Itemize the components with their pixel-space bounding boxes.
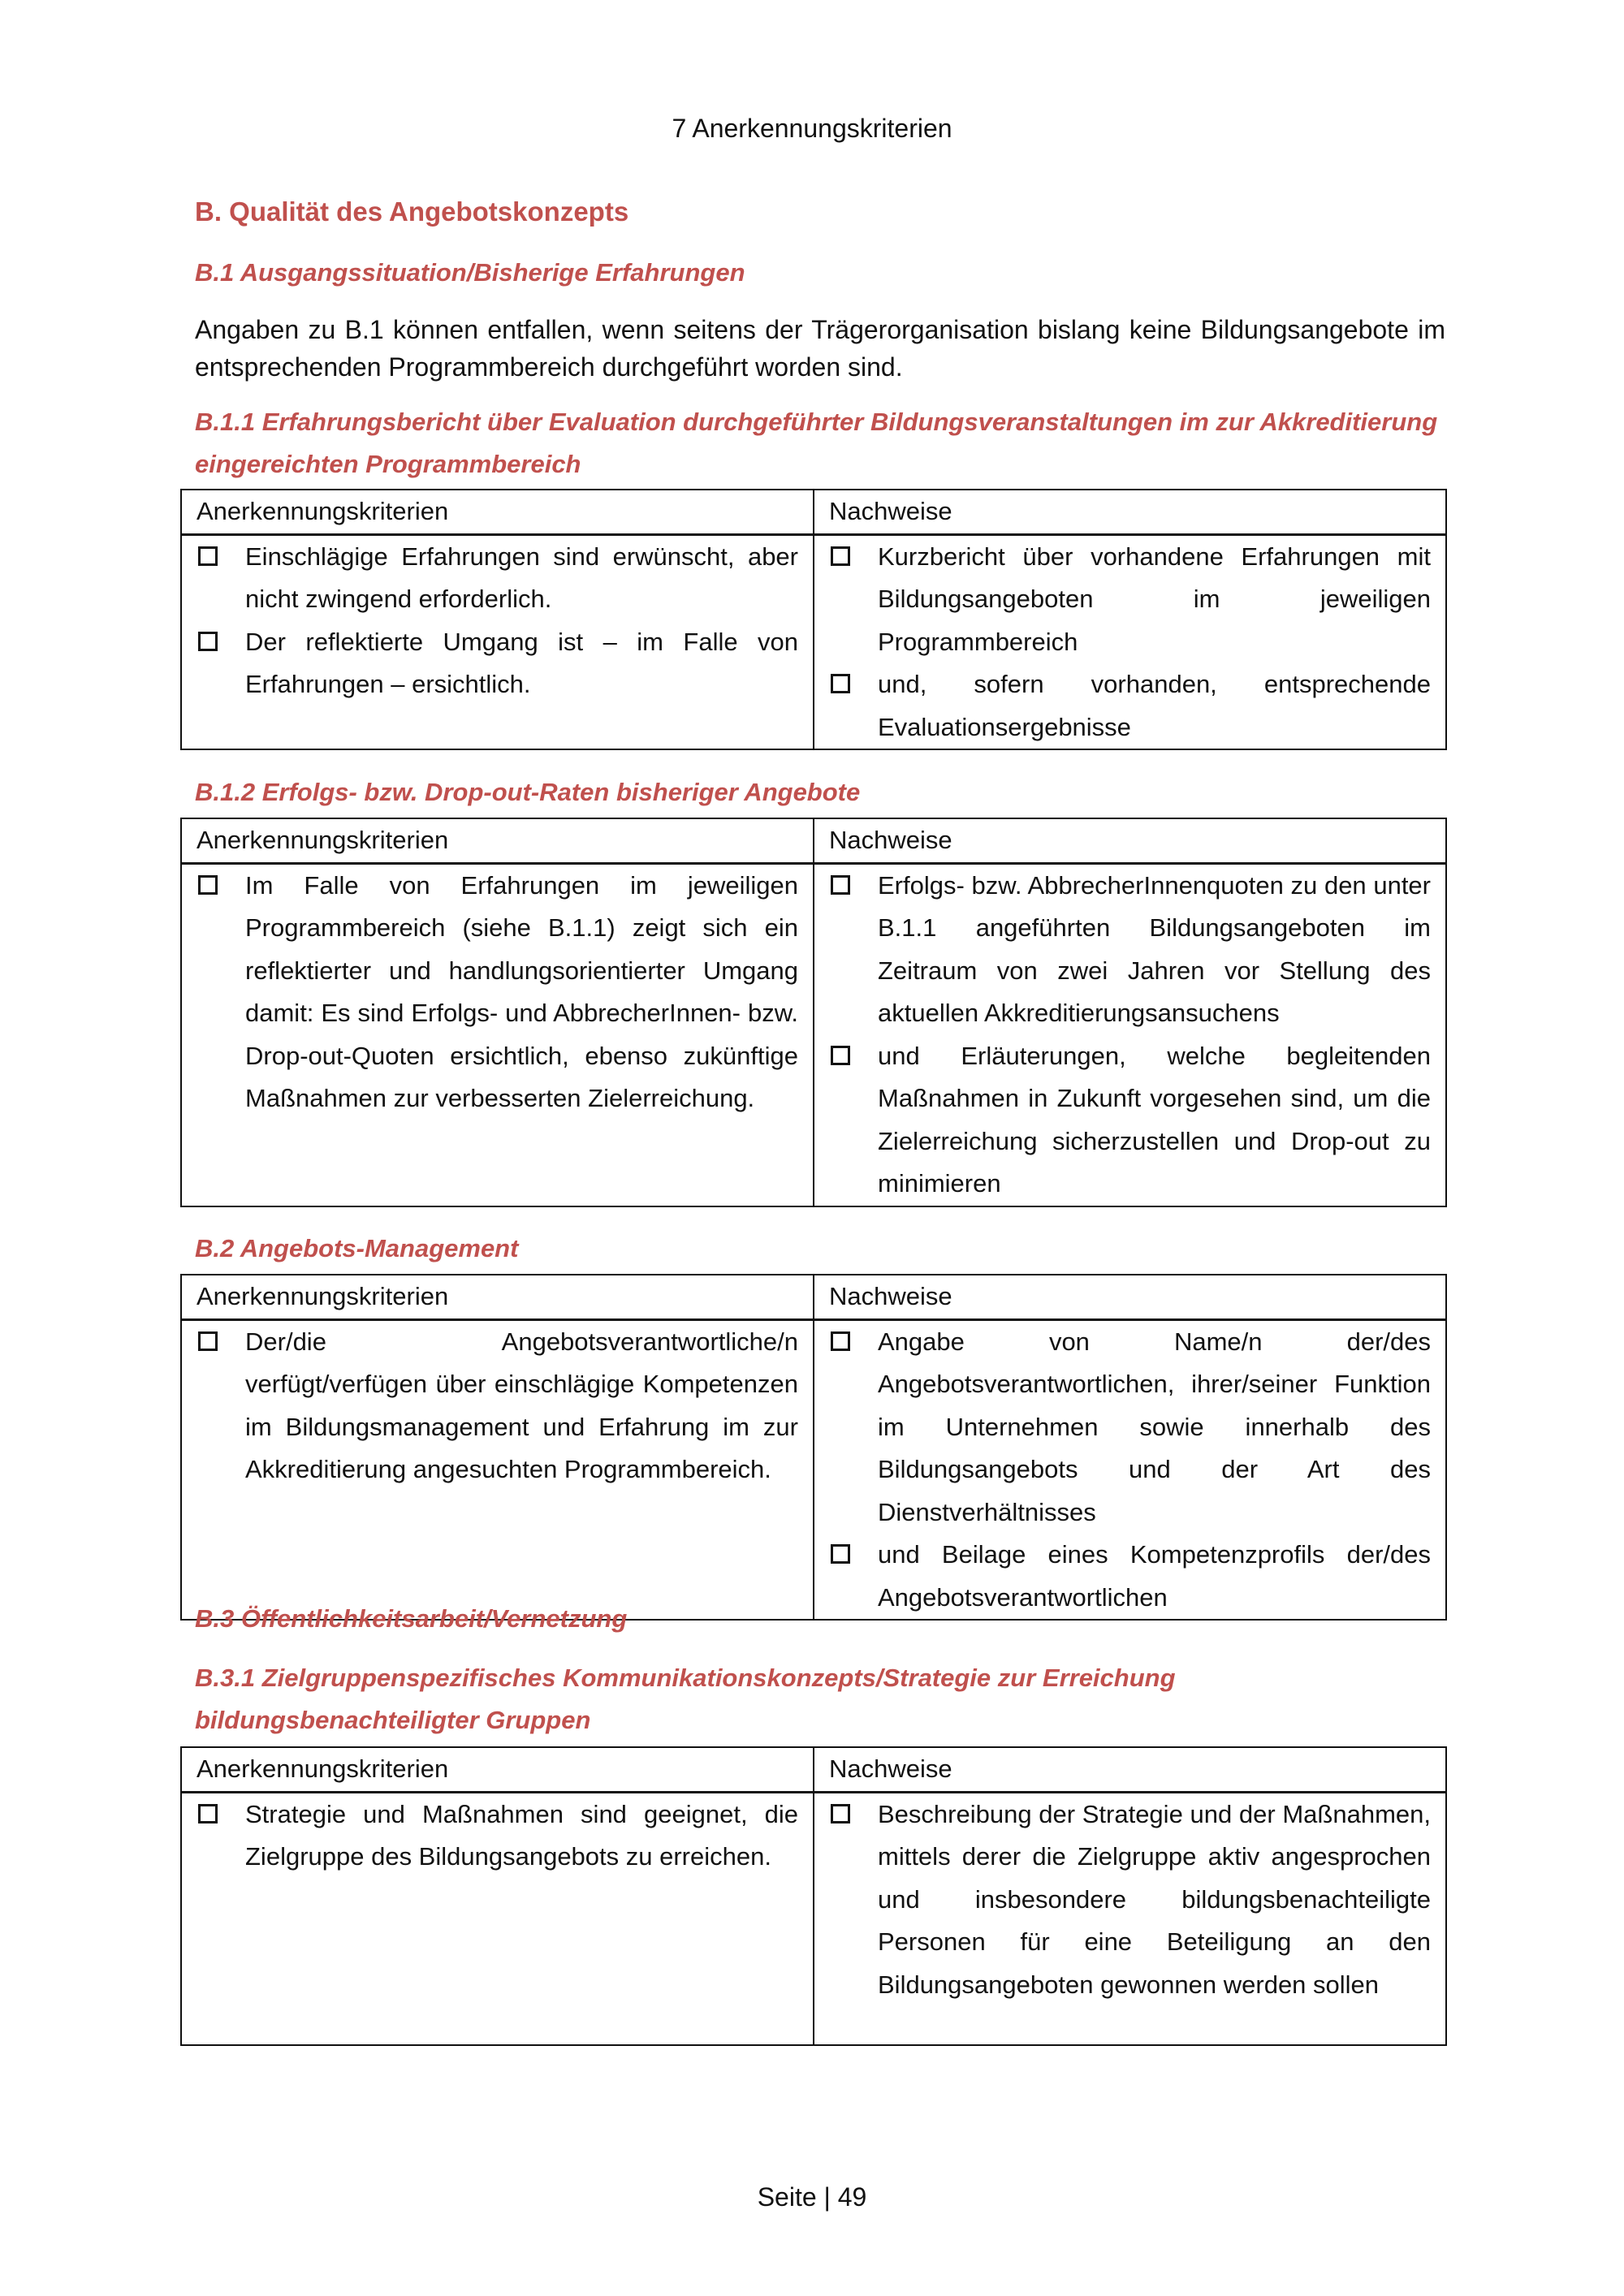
checklist-item [829, 865, 1431, 1035]
table-row [181, 534, 1446, 749]
criteria-header: Anerkennungskriterien [181, 1275, 814, 1319]
table-row [181, 863, 1446, 1206]
evidence-cell [814, 1319, 1446, 1620]
checkbox-icon [198, 632, 218, 651]
checkbox-icon [831, 1331, 850, 1351]
checklist-text: Erfolgs- bzw. AbbrecherInnenquoten zu den unter B.1.1 angeführten Bildungsangeboten im Zeitraum von zwei Jahren vor Stellung des aktuellen Akkreditierungsansuchens [878, 870, 1431, 1027]
table-b12 [180, 818, 1447, 1207]
criteria-cell [181, 534, 814, 749]
criteria-cell [181, 1792, 814, 2045]
evidence-header: Nachweise [814, 490, 1446, 534]
checkbox-icon [831, 1544, 850, 1564]
checklist-text: Der reflektierte Umgang ist – im Falle von Erfahrungen – ersichtlich. [245, 627, 798, 698]
checklist-text: Beschreibung der Strategie und der Maßnahmen, mittels derer die Zielgruppe aktiv angesprochen und insbesondere bildungsbenachteiligte Personen für eine Beteiligung an den Bildungsangeboten gewonnen werden sollen [878, 1799, 1431, 1999]
checkbox-icon [198, 546, 218, 566]
checklist-text: Angabe von Name/n der/des Angebotsverantwortlichen, ihrer/seiner Funktion im Unternehmen sowie innerhalb des Bildungsangebots und der Art des Dienstverhältnisses [878, 1327, 1431, 1526]
checklist-text: Der/die Angebotsverantwortliche/n verfügt/verfügen über einschlägige Kompetenzen im Bildungsmanagement und Erfahrung im zur Akkreditierung angesuchten Programmbereich. [245, 1327, 798, 1483]
checkbox-icon [198, 1804, 218, 1823]
checkbox-icon [831, 1804, 850, 1823]
checkbox-icon [831, 546, 850, 566]
checklist-text: und Beilage eines Kompetenzprofils der/des Angebotsverantwortlichen [878, 1540, 1431, 1612]
checklist-item [197, 621, 798, 706]
b11-heading: B.1.1 Erfahrungsbericht über Evaluation durchgeführter Bildungsveranstaltungen im zur Akkreditierung eingereichten Programmbereich [195, 408, 1438, 478]
table-b2 [180, 1274, 1447, 1621]
checklist-item [197, 1321, 798, 1491]
checklist-text: Einschlägige Erfahrungen sind erwünscht, aber nicht zwingend erforderlich. [245, 542, 798, 613]
evidence-cell [814, 863, 1446, 1206]
table-row [181, 1792, 1446, 2045]
checklist-item [829, 1321, 1431, 1534]
evidence-cell [814, 1792, 1446, 2045]
checklist-text: Im Falle von Erfahrungen im jeweiligen Programmbereich (siehe B.1.1) zeigt sich ein reflektierter und handlungsorientierter Umgang damit: Es sind Erfolgs- und AbbrecherInnen- bzw. Drop-out-Quoten ersichtlich, ebenso zukünftige Maßnahmen zur verbesserten Zielerreichung. [245, 870, 798, 1112]
b12-heading: B.1.2 Erfolgs- bzw. Drop-out-Raten bisheriger Angebote [195, 778, 861, 806]
table-row [181, 1319, 1446, 1620]
checkbox-icon [831, 674, 850, 693]
table-b11 [180, 489, 1447, 750]
checklist-item [829, 663, 1431, 749]
evidence-cell [814, 534, 1446, 749]
page-number: Seite | 49 [757, 2182, 867, 2212]
table-b31 [180, 1746, 1447, 2046]
checklist-text: und, sofern vorhanden, entsprechende Evaluationsergebnisse [878, 670, 1431, 741]
evidence-header: Nachweise [814, 1747, 1446, 1792]
criteria-cell [181, 1319, 814, 1620]
checklist-item [197, 1793, 798, 1879]
running-header: 7 Anerkennungskriterien [672, 114, 952, 143]
checklist-item [829, 1793, 1431, 2007]
criteria-cell [181, 863, 814, 1206]
checkbox-icon [198, 875, 218, 895]
criteria-header: Anerkennungskriterien [181, 1747, 814, 1792]
table-header-row [181, 1275, 1446, 1319]
checklist-item [197, 536, 798, 621]
criteria-header: Anerkennungskriterien [181, 818, 814, 863]
table-header-row [181, 1747, 1446, 1792]
checklist-item [829, 1035, 1431, 1206]
criteria-header: Anerkennungskriterien [181, 490, 814, 534]
checkbox-icon [198, 1331, 218, 1351]
checklist-text: Strategie und Maßnahmen sind geeignet, die Zielgruppe des Bildungsangebots zu erreichen. [245, 1799, 798, 1871]
b1-heading: B.1 Ausgangssituation/Bisherige Erfahrungen [195, 258, 745, 287]
b2-heading: B.2 Angebots-Management [195, 1234, 519, 1262]
evidence-header: Nachweise [814, 818, 1446, 863]
b3-heading: B.3 Öffentlichkeitsarbeit/Vernetzung [195, 1604, 628, 1633]
table-header-row [181, 818, 1446, 863]
checkbox-icon [831, 875, 850, 895]
checklist-text: Kurzbericht über vorhandene Erfahrungen mit Bildungsangeboten im jeweiligen Programmbereich [878, 542, 1431, 656]
table-header-row [181, 490, 1446, 534]
section-title: B. Qualität des Angebotskonzepts [195, 196, 629, 227]
checkbox-icon [831, 1046, 850, 1065]
b1-intro: Angaben zu B.1 können entfallen, wenn seitens der Trägerorganisation bislang keine Bildungsangebote im entsprechenden Programmbereich durchgeführt worden sind. [195, 315, 1445, 382]
evidence-header: Nachweise [814, 1275, 1446, 1319]
checklist-text: und Erläuterungen, welche begleitenden Maßnahmen in Zukunft vorgesehen sind, um die Zielerreichung sicherzustellen und Drop-out zu minimieren [878, 1041, 1431, 1198]
checklist-item [197, 865, 798, 1120]
b31-heading: B.3.1 Zielgruppenspezifisches Kommunikationskonzepts/Strategie zur Erreichung bildungsbenachteiligter Gruppen [195, 1664, 1176, 1734]
checklist-item [829, 536, 1431, 664]
